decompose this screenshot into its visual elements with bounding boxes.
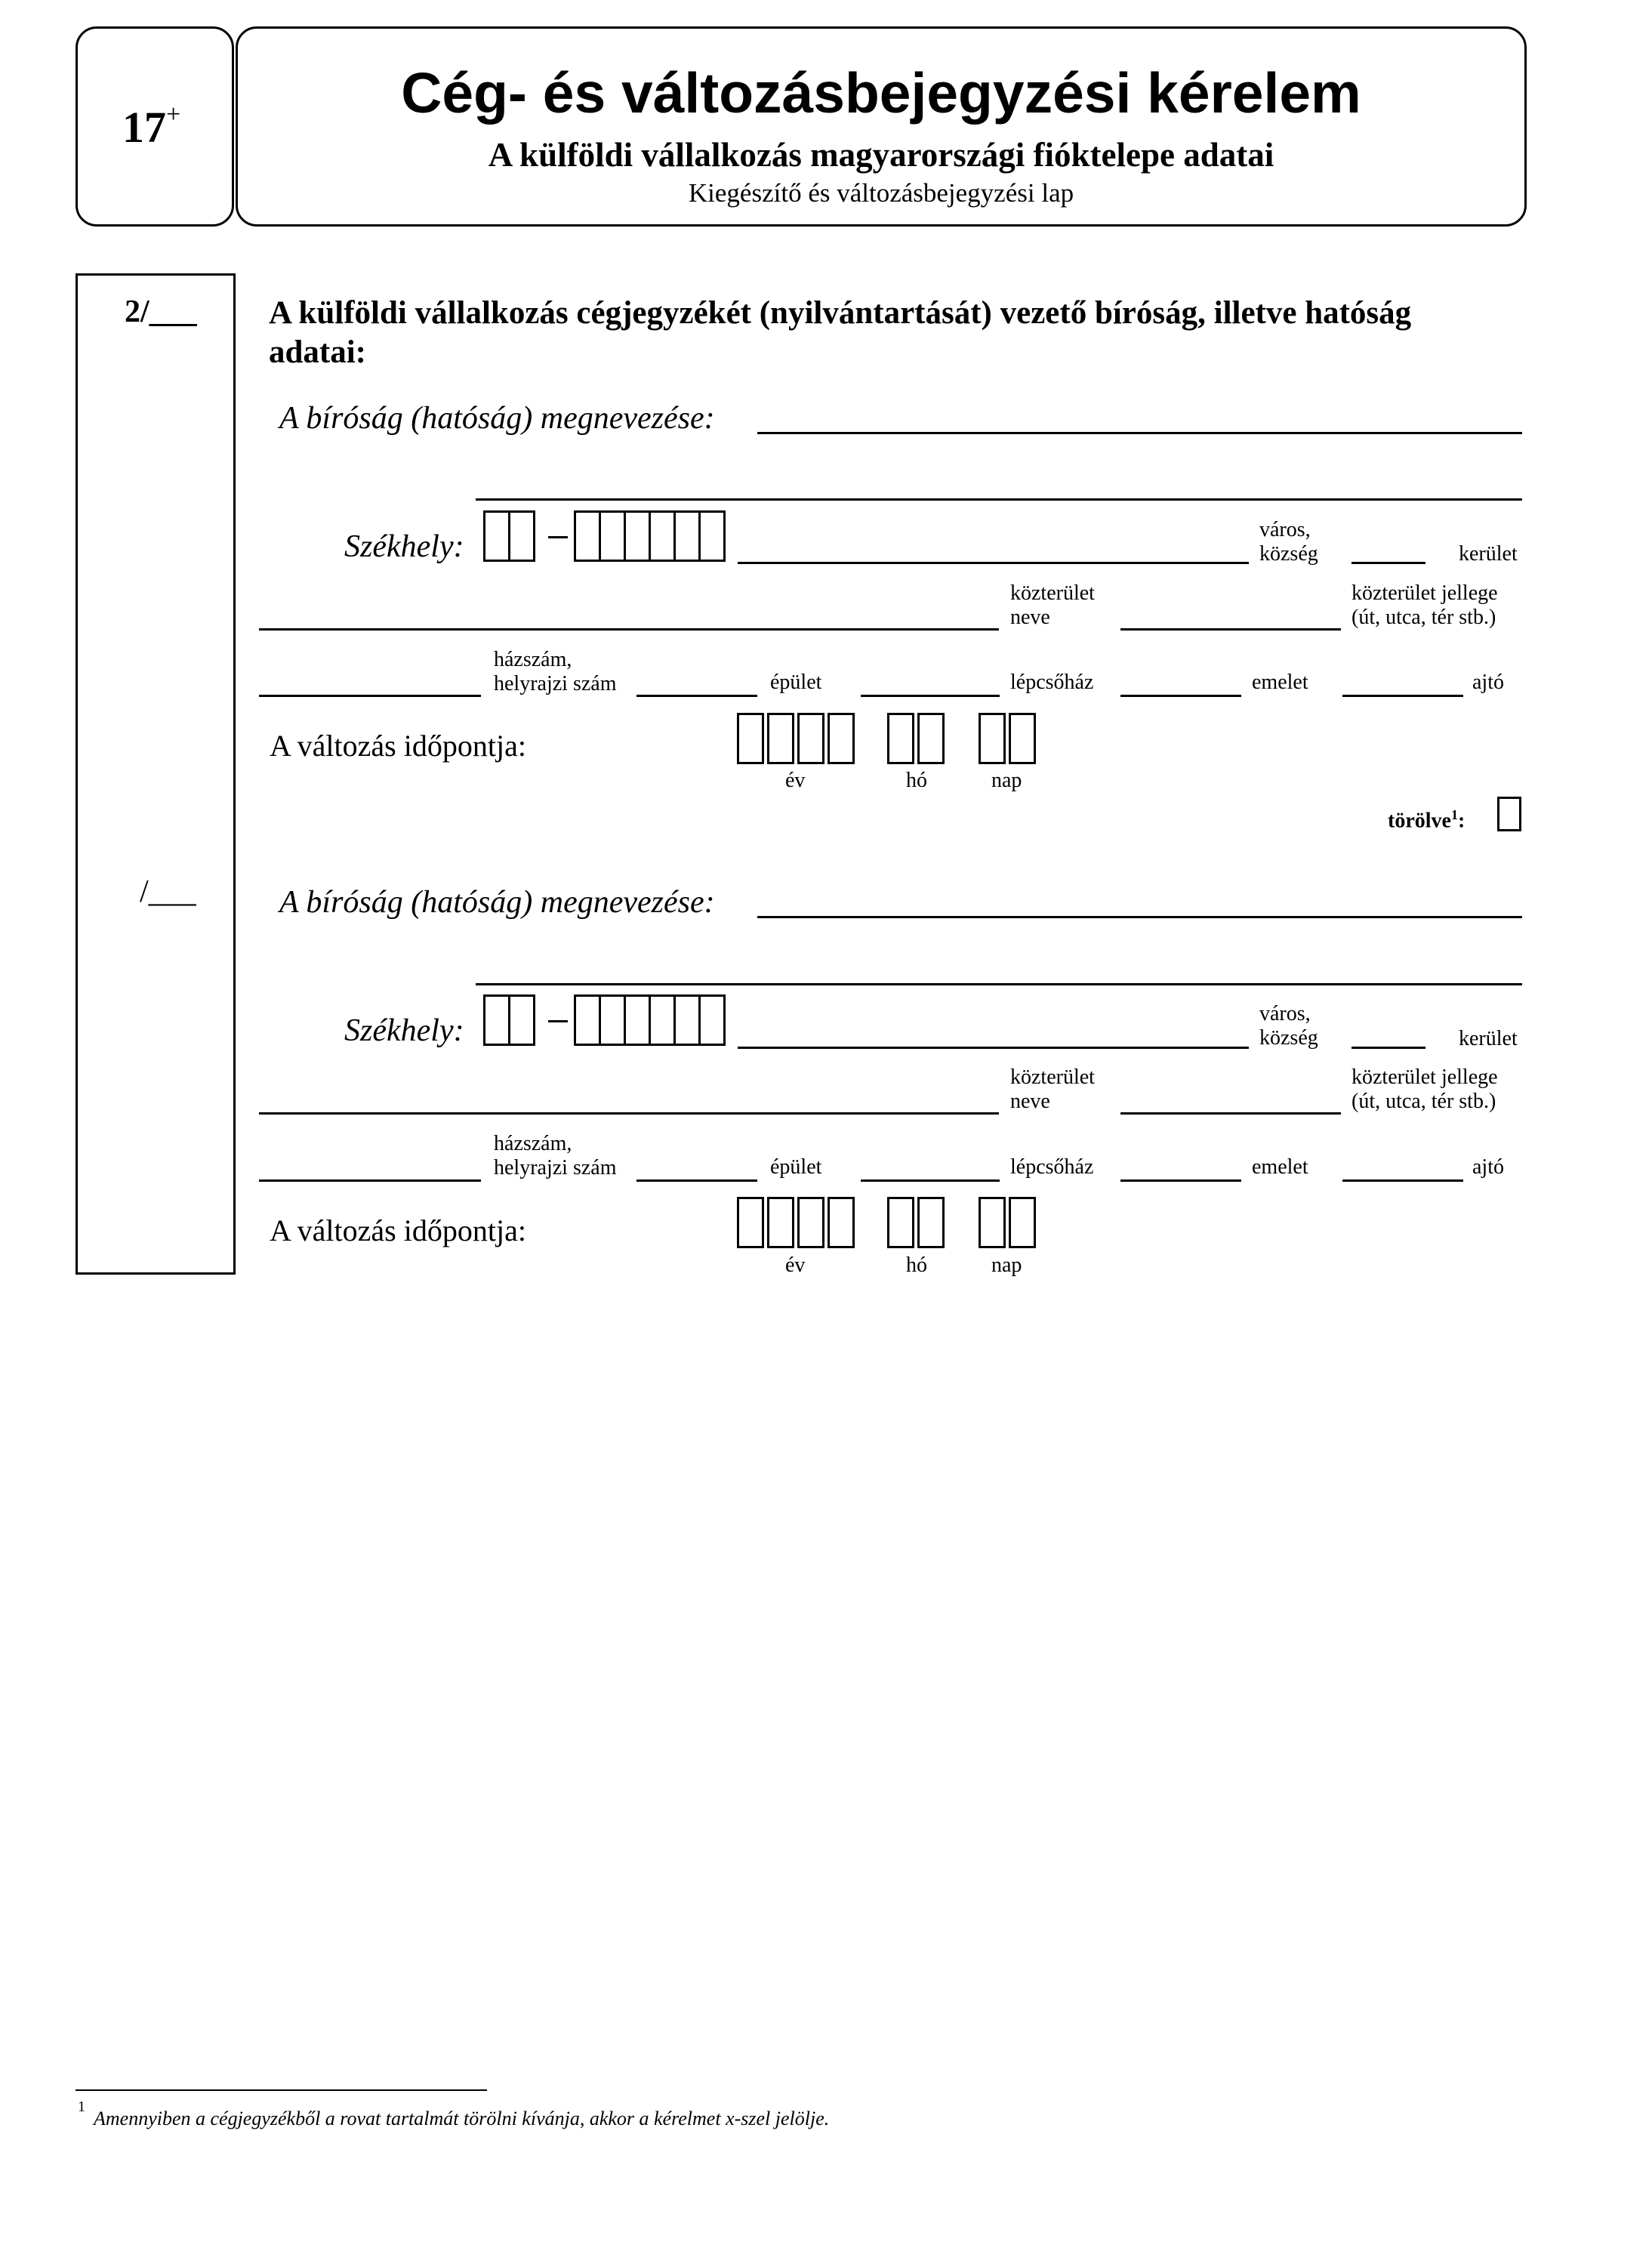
footnote-text: Amennyiben a cégjegyzékből a rovat tartalmát törölni kívánja, akkor a kérelmet x-szel jelölje. xyxy=(94,2108,830,2129)
year-cell-b2-2[interactable] xyxy=(767,1197,794,1248)
code-dash xyxy=(548,536,568,538)
house-number-label: házszám, helyrajzi szám xyxy=(494,648,617,696)
day-label-2: nap xyxy=(991,1253,1022,1277)
court-name-field-b2-2[interactable] xyxy=(476,983,1522,985)
postcode-cell-b2-5[interactable] xyxy=(673,994,701,1046)
month-cell-b2-2[interactable] xyxy=(917,1197,945,1248)
year-cell-3[interactable] xyxy=(797,713,824,764)
city-field-2[interactable] xyxy=(738,1047,1249,1049)
day-cell-2[interactable] xyxy=(1009,713,1036,764)
district-label-2: kerület xyxy=(1459,1027,1518,1050)
street-name-field[interactable] xyxy=(259,628,999,631)
seat-label-2: Székhely: xyxy=(344,1013,464,1048)
month-cell-2[interactable] xyxy=(917,713,945,764)
building-label-2: épület xyxy=(770,1155,822,1179)
staircase-field[interactable] xyxy=(861,695,1000,697)
staircase-label-2: lépcsőház xyxy=(1010,1155,1094,1179)
postcode-cell-b2-4[interactable] xyxy=(649,994,676,1046)
postcode-cell-b2-3[interactable] xyxy=(624,994,651,1046)
door-field-2[interactable] xyxy=(1342,1179,1463,1182)
section-number-column xyxy=(76,273,236,1275)
court-name-label: A bíróság (hatóság) megnevezése: xyxy=(279,401,715,436)
floor-label: emelet xyxy=(1252,671,1308,694)
postcode-cell-b2-6[interactable] xyxy=(698,994,726,1046)
postcode-cell-2[interactable] xyxy=(599,510,626,562)
page-subtitle-2: Kiegészítő és változásbejegyzési lap xyxy=(688,178,1074,208)
court-name-label-2: A bíróság (hatóság) megnevezése: xyxy=(279,885,715,920)
day-cell-b2-2[interactable] xyxy=(1009,1197,1036,1248)
floor-field-2[interactable] xyxy=(1120,1179,1241,1182)
street-name-label: közterület neve xyxy=(1010,581,1095,630)
door-label-2: ajtó xyxy=(1472,1155,1504,1179)
year-cell-b2-1[interactable] xyxy=(737,1197,764,1248)
month-cell-1[interactable] xyxy=(887,713,914,764)
building-label: épület xyxy=(770,671,822,694)
door-label: ajtó xyxy=(1472,671,1504,694)
change-date-label: A változás időpontja: xyxy=(270,729,526,763)
deleted-checkbox[interactable] xyxy=(1497,797,1521,831)
day-label: nap xyxy=(991,769,1022,792)
postcode-cell-6[interactable] xyxy=(698,510,726,562)
page-title: Cég- és változásbejegyzési kérelem xyxy=(401,61,1361,125)
change-date-label-2: A változás időpontja: xyxy=(270,1213,526,1247)
street-type-field-2[interactable] xyxy=(1120,1112,1341,1115)
house-number-field-2[interactable] xyxy=(259,1179,481,1182)
country-code-cell-b2-2[interactable] xyxy=(508,994,535,1046)
street-type-label-2: közterület jellege (út, utca, tér stb.) xyxy=(1351,1065,1498,1114)
year-label: év xyxy=(785,769,806,792)
country-code-cell-2[interactable] xyxy=(508,510,535,562)
postcode-cell-b2-1[interactable] xyxy=(574,994,601,1046)
month-label-2: hó xyxy=(906,1253,927,1277)
form-number: 17+ xyxy=(122,100,181,152)
postcode-cell-3[interactable] xyxy=(624,510,651,562)
month-label: hó xyxy=(906,769,927,792)
section-heading-2: adatai: xyxy=(269,335,366,370)
year-cell-b2-4[interactable] xyxy=(828,1197,855,1248)
day-cell-1[interactable] xyxy=(979,713,1006,764)
street-name-label-2: közterület neve xyxy=(1010,1065,1095,1114)
deleted-label: törölve$^1$: xyxy=(1388,807,1466,833)
day-cell-b2-1[interactable] xyxy=(979,1197,1006,1248)
postcode-cell-b2-2[interactable] xyxy=(599,994,626,1046)
postcode-cell-5[interactable] xyxy=(673,510,701,562)
house-number-field[interactable] xyxy=(259,695,481,697)
floor-label-2: emelet xyxy=(1252,1155,1308,1179)
court-name-field-b2[interactable] xyxy=(757,916,1522,918)
staircase-label: lépcsőház xyxy=(1010,671,1094,694)
postcode-cell-1[interactable] xyxy=(574,510,601,562)
street-type-label: közterület jellege (út, utca, tér stb.) xyxy=(1351,581,1498,630)
district-field-2[interactable] xyxy=(1351,1047,1425,1049)
street-type-field[interactable] xyxy=(1120,628,1341,631)
staircase-field-2[interactable] xyxy=(861,1179,1000,1182)
country-code-cell-b2-1[interactable] xyxy=(483,994,510,1046)
street-name-field-2[interactable] xyxy=(259,1112,999,1115)
city-field[interactable] xyxy=(738,562,1249,564)
building-field[interactable] xyxy=(636,695,757,697)
door-field[interactable] xyxy=(1342,695,1463,697)
house-number-label-2: házszám, helyrajzi szám xyxy=(494,1132,617,1180)
floor-field[interactable] xyxy=(1120,695,1241,697)
building-field-2[interactable] xyxy=(636,1179,757,1182)
footnote-divider xyxy=(76,2089,487,2091)
code-dash-2 xyxy=(548,1020,568,1022)
country-code-cell-1[interactable] xyxy=(483,510,510,562)
postcode-cell-4[interactable] xyxy=(649,510,676,562)
court-name-field[interactable] xyxy=(757,432,1522,434)
month-cell-b2-1[interactable] xyxy=(887,1197,914,1248)
seat-label: Székhely: xyxy=(344,529,464,564)
section-number: 2/___ xyxy=(125,294,197,329)
court-name-field-2[interactable] xyxy=(476,498,1522,501)
city-label: város, község xyxy=(1259,518,1318,566)
section-number-2: /___ xyxy=(140,874,196,909)
page-subtitle: A külföldi vállalkozás magyarországi fióktelepe adatai xyxy=(488,136,1274,174)
year-cell-4[interactable] xyxy=(828,713,855,764)
year-cell-2[interactable] xyxy=(767,713,794,764)
year-cell-b2-3[interactable] xyxy=(797,1197,824,1248)
section-heading: A külföldi vállalkozás cégjegyzékét (nyilvántartását) vezető bíróság, illetve hatóság xyxy=(269,295,1412,331)
district-label: kerület xyxy=(1459,542,1518,566)
footnote-number: 1 xyxy=(78,2098,85,2115)
year-cell-1[interactable] xyxy=(737,713,764,764)
city-label-2: város, község xyxy=(1259,1002,1318,1050)
district-field[interactable] xyxy=(1351,562,1425,564)
year-label-2: év xyxy=(785,1253,806,1277)
